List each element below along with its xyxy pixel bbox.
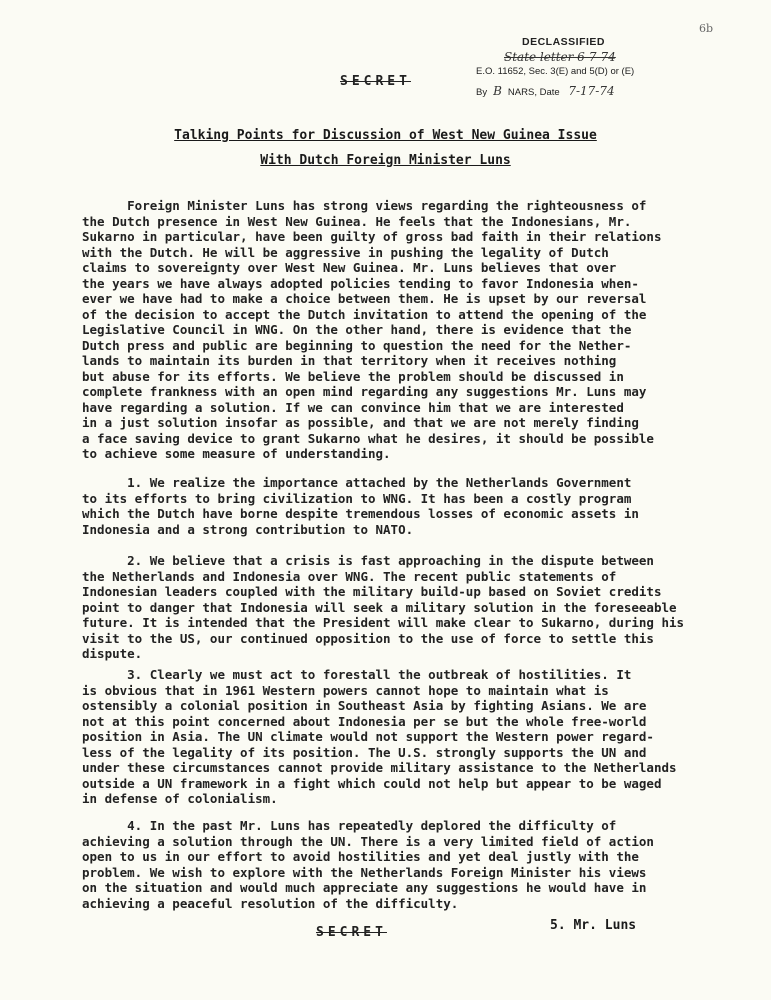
stamp-authority: State letter 6-7-74 xyxy=(504,50,616,64)
text-line: lands to maintain its burden in that territory when it receives nothing xyxy=(82,353,617,368)
stamp-by-line xyxy=(476,84,621,98)
stamp-title: DECLASSIFIED xyxy=(522,36,606,48)
text-line: of the decision to accept the Dutch invitation to attend the opening of the xyxy=(82,306,647,322)
text-line: Indonesia and a strong contribution to NATO. xyxy=(82,521,414,537)
text-line: to achieve some measure of understanding. xyxy=(82,446,391,461)
point-1-paragraph xyxy=(82,475,692,537)
continuation-catchword: 5. Mr. Luns xyxy=(550,918,637,933)
text-line: Legislative Council in WNG. On the other hand, there is evidence that the xyxy=(82,322,632,337)
point-3-paragraph xyxy=(82,667,692,807)
classification-bottom: SECRET xyxy=(316,925,387,940)
point-4-paragraph xyxy=(82,818,692,911)
text-line: 3. Clearly we must act to forestall the outbreak of hostilities. It xyxy=(82,667,632,682)
text-line: outside a UN framework in a fight which could not help but appear to be waged xyxy=(82,775,662,791)
document-subtitle: With Dutch Foreign Minister Luns xyxy=(260,153,511,168)
text-line: Foreign Minister Luns has strong views regarding the righteousness of xyxy=(82,198,647,213)
text-line: future. It is intended that the President will make clear to Sukarno, during his xyxy=(82,615,685,630)
document-title: Talking Points for Discussion of West New Guinea Issue xyxy=(174,128,597,143)
declassified-stamp xyxy=(476,36,691,98)
text-line: position in Asia. The UN climate would not support the Western power regard- xyxy=(82,729,654,744)
text-line: visit to the US, our continued opposition to the use of force to settle this xyxy=(82,630,654,646)
text-line: claims to sovereignty over West New Guinea. Mr. Luns believes that over xyxy=(82,260,617,275)
text-line: in defense of colonialism. xyxy=(82,791,278,806)
text-line: ever we have had to make a choice between them. He is upset by our reversal xyxy=(82,291,647,306)
text-line: the years we have always adopted policies tending to favor Indonesia when- xyxy=(82,275,639,291)
text-line: have regarding a solution. If we can convince him that we are interested xyxy=(82,399,624,415)
text-line: 4. In the past Mr. Luns has repeatedly deplored the difficulty of xyxy=(82,818,617,833)
text-line: dispute. xyxy=(82,646,143,661)
text-line: the Netherlands and Indonesia over WNG. The recent public statements of xyxy=(82,568,617,584)
text-line: Sukarno in particular, have been guilty of gross bad faith in their relations xyxy=(82,229,662,244)
stamp-eo-line: E.O. 11652, Sec. 3(E) and 5(D) or (E) xyxy=(476,66,635,77)
text-line: point to danger that Indonesia will seek a military solution in the foreseeable xyxy=(82,599,677,615)
text-line: less of the legality of its position. The U.S. strongly supports the UN and xyxy=(82,744,647,760)
text-line: the Dutch presence in West New Guinea. He feels that the Indonesians, Mr. xyxy=(82,213,632,229)
stamp-nars-label: NARS, Date xyxy=(507,87,560,98)
text-line: in a just solution insofar as possible, and that we are not merely finding xyxy=(82,415,639,430)
text-line: complete frankness with an open mind regarding any suggestions Mr. Luns may xyxy=(82,384,647,399)
text-line: Indonesian leaders coupled with the military build-up based on Soviet credits xyxy=(82,584,662,599)
text-line: achieving a peaceful resolution of the difficulty. xyxy=(82,895,459,911)
text-line: not at this point concerned about Indonesia per se but the whole free-world xyxy=(82,713,647,729)
text-line: to its efforts to bring civilization to WNG. It has been a costly program xyxy=(82,490,632,506)
text-line: ostensibly a colonial position in Southeast Asia by fighting Asians. We are xyxy=(82,698,647,713)
text-line: with the Dutch. He will be aggressive in pushing the legality of Dutch xyxy=(82,244,609,260)
stamp-date: 7-17-74 xyxy=(568,84,615,98)
intro-paragraph xyxy=(82,198,692,462)
stamp-by-label: By xyxy=(476,87,488,98)
text-line: a face saving device to grant Sukarno what he desires, it should be possible xyxy=(82,430,654,446)
text-line: on the situation and would much appreciate any suggestions he would have in xyxy=(82,880,647,895)
text-line: which the Dutch have borne despite tremendous losses of economic assets in xyxy=(82,506,639,521)
text-line: but abuse for its efforts. We believe the problem should be discussed in xyxy=(82,368,624,384)
text-line: open to us in our effort to avoid hostilities and yet deal justly with the xyxy=(82,849,639,864)
text-line: under these circumstances cannot provide military assistance to the Netherlands xyxy=(82,760,677,775)
text-line: is obvious that in 1961 Western powers cannot hope to maintain what is xyxy=(82,682,609,698)
corner-handwritten-mark: 6b xyxy=(699,22,714,35)
text-line: achieving a solution through the UN. There is a very limited field of action xyxy=(82,833,654,849)
text-line: 2. We believe that a crisis is fast approaching in the dispute between xyxy=(82,553,654,568)
stamp-initials: B xyxy=(493,84,502,98)
text-line: Dutch press and public are beginning to question the need for the Nether- xyxy=(82,337,632,353)
classification-top: SECRET xyxy=(340,74,411,89)
text-line: 1. We realize the importance attached by the Netherlands Government xyxy=(82,475,632,490)
point-2-paragraph xyxy=(82,553,692,662)
text-line: problem. We wish to explore with the Netherlands Foreign Minister his views xyxy=(82,864,647,880)
